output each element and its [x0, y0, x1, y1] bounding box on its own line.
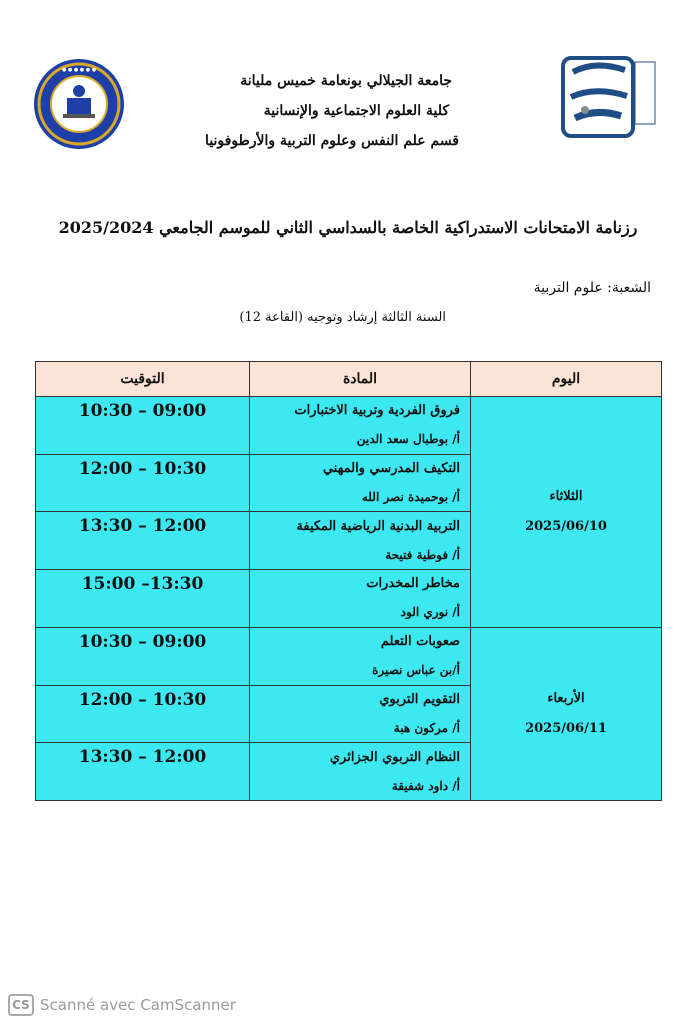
- professor-name: أ/ مركون هبة: [393, 720, 460, 735]
- day-cell: [471, 397, 662, 628]
- camscanner-icon: CS: [8, 994, 34, 1016]
- subject-name: التقويم التربوي: [379, 691, 460, 707]
- professor-name: أ/بن عباس نصيرة: [372, 663, 460, 678]
- subject-cell: [250, 570, 471, 628]
- subject-cell: [250, 512, 471, 570]
- scanner-watermark: [8, 994, 236, 1016]
- professor-name: أ/ بوحميدة نصر الله: [361, 490, 460, 505]
- day-name: الأربعاء: [547, 690, 585, 706]
- branch-label: الشعبة: علوم التربية: [533, 280, 651, 296]
- time-cell: 13:30 – 12:00: [36, 743, 250, 801]
- professor-name: أ/ فوطية فتيحة: [385, 547, 460, 562]
- professor-name: أ/ داود شفيقة: [391, 778, 460, 793]
- day-cell: [471, 627, 662, 800]
- watermark-text: Scanné avec CamScanner: [40, 996, 236, 1014]
- header-time: التوقيت: [36, 362, 250, 397]
- svg-text:● ● ● ● ● ●: ● ● ● ● ● ●: [61, 67, 97, 73]
- table-row: [36, 397, 662, 455]
- subject-cell: [250, 685, 471, 743]
- day-name: الثلاثاء: [549, 488, 583, 504]
- header-subject: المادة: [250, 362, 471, 397]
- table-header-row: [36, 362, 662, 397]
- faculty-seal-logo: [33, 58, 125, 150]
- day-date: 2025/06/11: [525, 720, 607, 736]
- subject-cell: [250, 743, 471, 801]
- time-cell: 15:00 –13:30: [36, 570, 250, 628]
- time-cell: 13:30 – 12:00: [36, 512, 250, 570]
- professor-name: أ/ نوري الود: [400, 605, 460, 620]
- subject-cell: [250, 454, 471, 512]
- page-title: رزنامة الامتحانات الاستدراكية الخاصة بالسداسي الثاني للموسم الجامعي 2025/2024: [58, 218, 638, 237]
- time-cell: 10:30 – 09:00: [36, 397, 250, 455]
- subject-name: مخاطر المخدرات: [366, 576, 460, 592]
- day-date: 2025/06/10: [525, 518, 607, 534]
- time-cell: 12:00 – 10:30: [36, 454, 250, 512]
- exam-schedule-table: [35, 361, 662, 801]
- subject-name: التكيف المدرسي والمهني: [322, 461, 460, 477]
- subject-name: صعوبات التعلم: [380, 634, 460, 650]
- subject-cell: [250, 397, 471, 455]
- subject-name: فروق الفردية وتربية الاختبارات: [294, 403, 460, 419]
- subject-name: التربية البدنية الرياضية المكيفة: [296, 518, 460, 534]
- department-name: قسم علم النفس وعلوم التربية والأرطوفونيا: [205, 133, 459, 149]
- time-cell: 12:00 – 10:30: [36, 685, 250, 743]
- time-cell: 10:30 – 09:00: [36, 627, 250, 685]
- faculty-name: كلية العلوم الاجتماعية والإنسانية: [263, 103, 449, 119]
- professor-name: أ/ بوطبال سعد الدين: [356, 432, 460, 447]
- table-row: [36, 627, 662, 685]
- university-logo: [555, 52, 663, 142]
- subject-cell: [250, 627, 471, 685]
- university-name: جامعة الجيلالي بونعامة خميس مليانة: [240, 73, 452, 89]
- subject-name: النظام التربوي الجزائري: [329, 749, 460, 765]
- header-day: اليوم: [471, 362, 662, 397]
- year-room-label: السنة الثالثة إرشاد وتوجيه (القاعة 12): [239, 310, 446, 325]
